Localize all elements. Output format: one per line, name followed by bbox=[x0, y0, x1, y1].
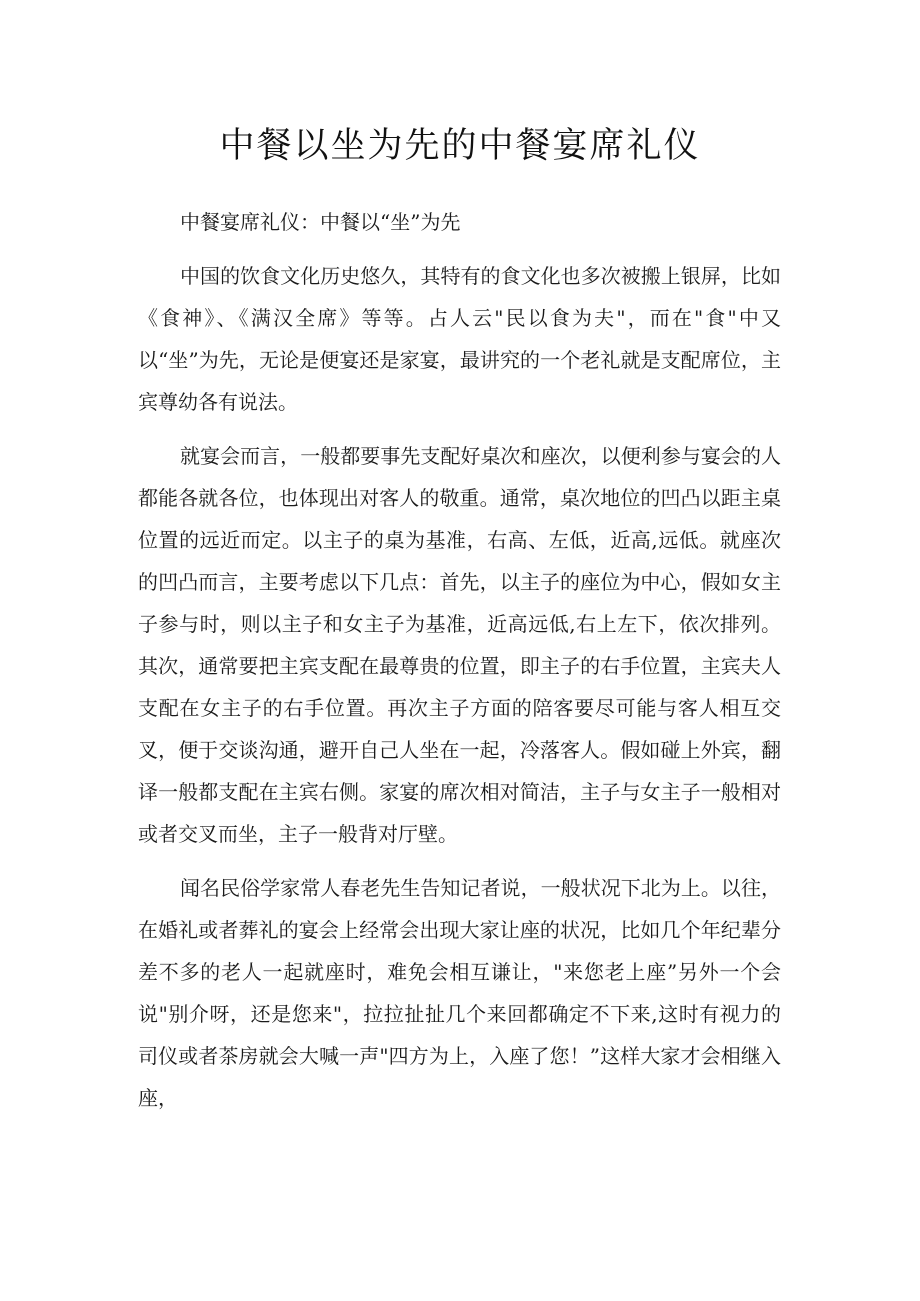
paragraph-intro: 中国的饮食文化历史悠久，其特有的食文化也多次被搬上银屏，比如《食神》、《满汉全席》等等。占人云"民以食为夫"，而在"食"中又以“坐”为先，无论是便宴还是家宴，最讲究的一个老礼就是支配席位，主宾尊幼各有说法。 bbox=[138, 264, 781, 414]
paragraph-folklore: 闻名民俗学家常人春老先生告知记者说，一般状况下北为上。以往，在婚礼或者葬礼的宴会上经常会出现大家让座的状况，比如几个年纪辈分差不多的老人一起就座时，难免会相互谦让，"来您老上座”另外一个会说"别介呀，还是您来"，拉拉扯扯几个来回都确定不下来,这时有视力的司仪或者茶房就会大喊一声"四方为上，入座了您！”这样大家才会相继入座， bbox=[138, 876, 781, 1110]
document-body bbox=[138, 201, 781, 1131]
paragraph-subtitle: 中餐宴席礼仪：中餐以“坐”为先 bbox=[180, 210, 461, 234]
page-title: 中餐以坐为先的中餐宴席礼仪 bbox=[219, 126, 701, 166]
paragraph-seating-order: 就宴会而言，一般都要事先支配好桌次和座次，以便利参与宴会的人都能各就各位，也体现出对客人的敬重。通常，桌次地位的凹凸以距主桌位置的远近而定。以主子的桌为基准，右高、左低，近高,远低。就座次的凹凸而言，主要考虑以下几点：首先，以主子的座位为中心，假如女主子参与时，则以主子和女主子为基准，近高远低,右上左下，依次排列。其次，通常要把主宾支配在最尊贵的位置，即主子的右手位置，主宾夫人支配在女主子的右手位置。再次主子方面的陪客要尽可能与客人相互交叉，便于交谈沟通，避开自己人坐在一起，冷落客人。假如碰上外宾，翻译一般都支配在主宾右侧。家宴的席次相对简洁，主子与女主子一般相对或者交叉而坐，主子一般背对厅壁。 bbox=[138, 444, 781, 846]
